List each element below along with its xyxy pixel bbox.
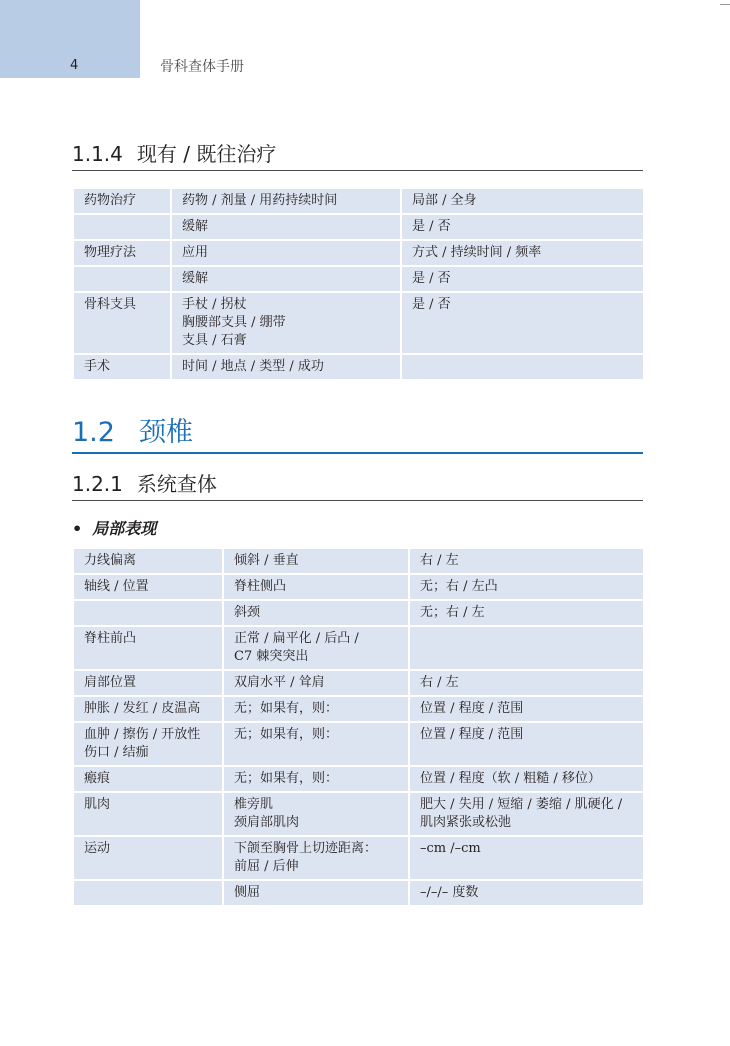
option-cell: 无；右 / 左凸 <box>409 574 644 600</box>
detail-cell: 无；如果有，则： <box>223 696 409 722</box>
section-114-number: 1.1.4 <box>72 142 123 166</box>
option-cell: 右 / 左 <box>409 670 644 696</box>
finding-cell: 肌肉 <box>73 792 223 836</box>
category-cell <box>73 266 171 292</box>
section-114-title: 现有 / 既往治疗 <box>136 142 277 166</box>
option-cell: 右 / 左 <box>409 548 644 574</box>
section-114-rule <box>72 170 643 171</box>
option-cell: 是 / 否 <box>401 292 644 354</box>
finding-cell: 肿胀 / 发红 / 皮温高 <box>73 696 223 722</box>
table-row <box>73 292 644 354</box>
category-cell: 物理疗法 <box>73 240 171 266</box>
category-cell: 骨科支具 <box>73 292 171 354</box>
finding-cell: 运动 <box>73 836 223 880</box>
table-row <box>73 354 644 380</box>
detail-cell: 时间 / 地点 / 类型 / 成功 <box>171 354 401 380</box>
category-cell: 药物治疗 <box>73 188 171 214</box>
detail-cell: 倾斜 / 垂直 <box>223 548 409 574</box>
finding-cell: 瘢痕 <box>73 766 223 792</box>
section-121-title: 系统查体 <box>136 472 217 496</box>
detail-cell: 无；如果有，则： <box>223 766 409 792</box>
finding-cell <box>73 600 223 626</box>
table-row <box>73 670 644 696</box>
section-12-title: 颈椎 <box>138 417 193 448</box>
table-row <box>73 626 644 670</box>
detail-cell: 药物 / 剂量 / 用药持续时间 <box>171 188 401 214</box>
local-findings-table <box>72 547 645 907</box>
local-findings-table-body <box>73 548 644 906</box>
detail-cell: 双肩水平 / 耸肩 <box>223 670 409 696</box>
finding-cell: 血肿 / 擦伤 / 开放性 伤口 / 结痂 <box>73 722 223 766</box>
category-cell: 手术 <box>73 354 171 380</box>
table-row <box>73 722 644 766</box>
table-row <box>73 188 644 214</box>
section-121-rule <box>72 500 643 501</box>
section-121-number: 1.2.1 <box>72 472 123 496</box>
table-row <box>73 766 644 792</box>
corner-mark <box>720 4 730 5</box>
detail-cell: 应用 <box>171 240 401 266</box>
detail-cell: 斜颈 <box>223 600 409 626</box>
section-114-heading <box>72 138 276 167</box>
option-cell: 局部 / 全身 <box>401 188 644 214</box>
page-number: 4 <box>70 58 79 73</box>
category-cell <box>73 214 171 240</box>
option-cell: 位置 / 程度（软 / 粗糙 / 移位） <box>409 766 644 792</box>
option-cell: –/–/– 度数 <box>409 880 644 906</box>
option-cell: 无；右 / 左 <box>409 600 644 626</box>
finding-cell: 脊柱前凸 <box>73 626 223 670</box>
option-cell: 位置 / 程度 / 范围 <box>409 722 644 766</box>
option-cell: 是 / 否 <box>401 266 644 292</box>
table-row <box>73 266 644 292</box>
table-row <box>73 880 644 906</box>
treatment-table-body <box>73 188 644 380</box>
detail-cell: 侧屈 <box>223 880 409 906</box>
finding-cell: 力线偏离 <box>73 548 223 574</box>
table-row <box>73 792 644 836</box>
detail-cell: 下颌至胸骨上切迹距离： 前屈 / 后伸 <box>223 836 409 880</box>
table-row <box>73 600 644 626</box>
section-12-rule <box>72 452 643 454</box>
table-row <box>73 548 644 574</box>
option-cell <box>409 626 644 670</box>
detail-cell: 脊柱侧凸 <box>223 574 409 600</box>
detail-cell: 缓解 <box>171 214 401 240</box>
finding-cell <box>73 880 223 906</box>
finding-cell: 肩部位置 <box>73 670 223 696</box>
finding-cell: 轴线 / 位置 <box>73 574 223 600</box>
table-row <box>73 240 644 266</box>
section-12-number: 1.2 <box>72 417 115 448</box>
option-cell: –cm /–cm <box>409 836 644 880</box>
table-row <box>73 836 644 880</box>
table-row <box>73 214 644 240</box>
detail-cell: 手杖 / 拐杖 胸腰部支具 / 绷带 支具 / 石膏 <box>171 292 401 354</box>
local-findings-bullet <box>72 516 156 539</box>
bullet-label: 局部表现 <box>92 519 157 538</box>
option-cell: 位置 / 程度 / 范围 <box>409 696 644 722</box>
section-121-heading <box>72 468 217 497</box>
option-cell: 肥大 / 失用 / 短缩 / 萎缩 / 肌硬化 / 肌肉紧张或松弛 <box>409 792 644 836</box>
detail-cell: 缓解 <box>171 266 401 292</box>
detail-cell: 正常 / 扁平化 / 后凸 / C7 棘突突出 <box>223 626 409 670</box>
bullet-dot-icon: • <box>72 519 83 538</box>
running-title: 骨科查体手册 <box>160 59 244 75</box>
option-cell <box>401 354 644 380</box>
treatment-table <box>72 187 645 381</box>
detail-cell: 椎旁肌 颈肩部肌肉 <box>223 792 409 836</box>
detail-cell: 无；如果有，则： <box>223 722 409 766</box>
option-cell: 是 / 否 <box>401 214 644 240</box>
table-row <box>73 696 644 722</box>
table-row <box>73 574 644 600</box>
section-12-heading <box>72 410 193 449</box>
option-cell: 方式 / 持续时间 / 频率 <box>401 240 644 266</box>
